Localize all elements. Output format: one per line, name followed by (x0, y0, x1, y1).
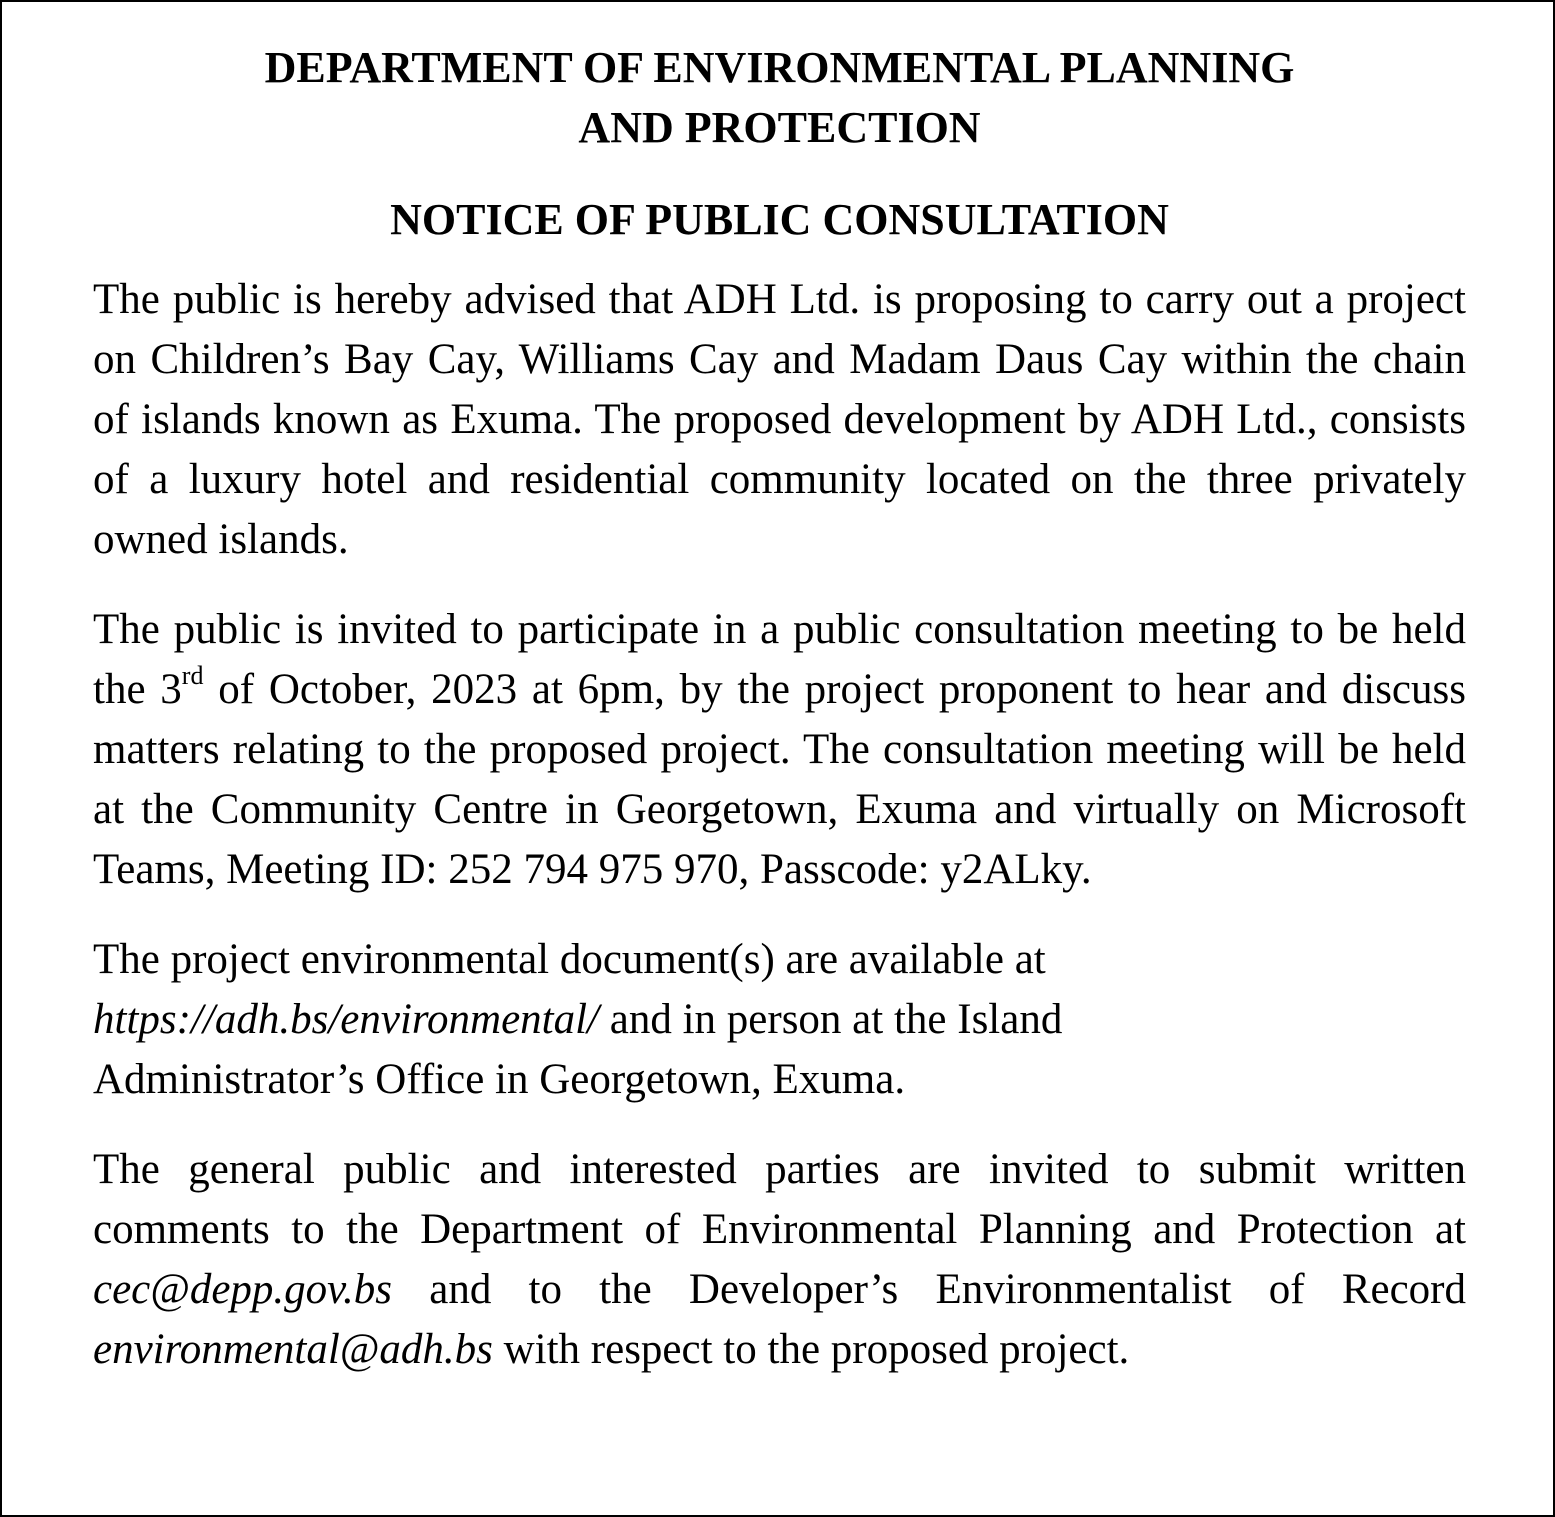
documents-line1: The project environmental document(s) are available at (93, 936, 1046, 983)
comments-text-middle: and to the Developer’s Environmentalist of Record (392, 1266, 1466, 1313)
comments-text-start: The general public and interested parties are invited to submit written comments to the Department of Environmental Planning and Protection at (93, 1146, 1466, 1253)
notice-title: NOTICE OF PUBLIC CONSULTATION (390, 195, 1169, 244)
meeting-text-before-date: The public is invited to participate in a public consultation meeting to be held the 3 (93, 606, 1466, 713)
comments-text-end: with respect to the proposed project. (492, 1326, 1130, 1373)
documents-line2 (93, 990, 1466, 1050)
documents-line2-rest: and in person at the Island (599, 996, 1063, 1043)
department-heading-line1: DEPARTMENT OF ENVIRONMENTAL PLANNING (264, 43, 1295, 92)
date-ordinal-suffix: rd (181, 660, 204, 690)
department-heading (93, 38, 1466, 158)
meeting-text-after-date: of October, 2023 at 6pm, by the project proponent to hear and discuss matters relating to the proposed project. The consultation meeting will be held at the Community Centre in Georgetown, Exuma and virtually on Microsoft Teams, Meeting ID: 252 794 975 970, Passcode: y2ALky. (93, 666, 1466, 893)
documents-availability-paragraph (93, 930, 1466, 1110)
documents-url-link[interactable]: https://adh.bs/environmental/ (93, 996, 600, 1043)
meeting-details-paragraph (93, 600, 1466, 900)
department-heading-line2: AND PROTECTION (578, 103, 981, 152)
developer-email-link[interactable]: environmental@adh.bs (93, 1326, 493, 1373)
project-description-paragraph: The public is hereby advised that ADH Ltd. is proposing to carry out a project on Children’s Bay Cay, Williams Cay and Madam Daus Cay within the chain of islands known as Exuma. The proposed development by ADH Ltd., consists of a luxury hotel and residential community located on the three privately owned islands. (93, 276, 1466, 563)
depp-email-link[interactable]: cec@depp.gov.bs (93, 1266, 393, 1313)
comments-submission-paragraph (93, 1140, 1466, 1380)
documents-line3: Administrator’s Office in Georgetown, Exuma. (93, 1056, 906, 1103)
